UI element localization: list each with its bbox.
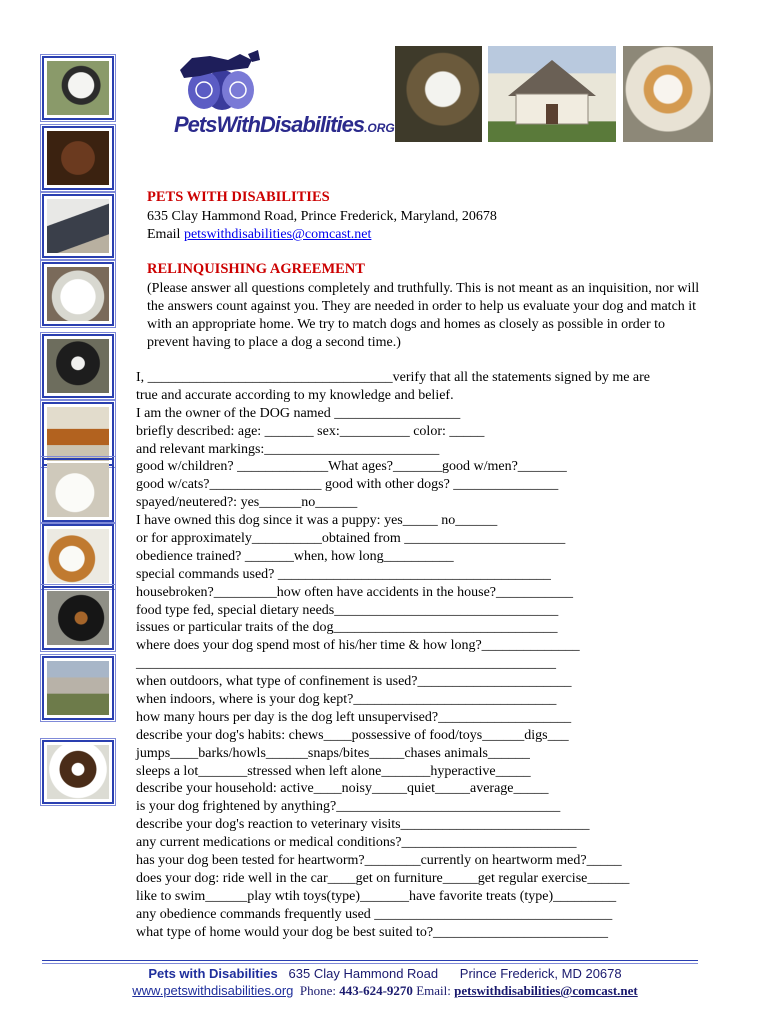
email-link[interactable]: petswithdisabilities@comcast.net bbox=[183, 227, 372, 242]
footer-address: 635 Clay Hammond Road bbox=[288, 966, 439, 981]
collie-photo bbox=[42, 334, 114, 398]
form-line[interactable]: does your dog: ride well in the car____get on furniture_____get regular exercise______ bbox=[136, 870, 630, 886]
form-line[interactable]: any current medications or medical conditions?_________________________ bbox=[136, 835, 577, 851]
form-line[interactable]: how many hours per day is the dog left unsupervised?___________________ bbox=[136, 709, 572, 725]
form-line[interactable]: I, ___________________________________verify that all the statements signed by me are bbox=[136, 370, 651, 385]
questionnaire-form bbox=[136, 369, 650, 942]
form-line[interactable]: good w/cats?________________ good with other dogs? _______________ bbox=[136, 477, 559, 493]
form-line[interactable]: obedience trained? _______when, how long__________ bbox=[136, 548, 454, 564]
dog-in-wheelchair-photo bbox=[395, 46, 482, 142]
cat-in-bed-photo bbox=[623, 46, 713, 142]
form-line[interactable]: issues or particular traits of the dog________________________________ bbox=[136, 620, 558, 636]
agreement-intro: (Please answer all questions completely and truthfully. This is not meant as an inquisition, nor will the answers count against you. They are needed in order to help us evaluate your dog and match it with an appropriate home. We try to match dogs and homes as closely as possible in order to prevent having to place a dog a second time.) bbox=[147, 281, 700, 350]
footer-phone-label: Phone: bbox=[299, 983, 340, 998]
form-line[interactable]: what type of home would your dog be best suited to?_________________________ bbox=[136, 924, 609, 940]
form-line[interactable]: describe your household: active____noisy_____quiet_____average_____ bbox=[136, 781, 549, 797]
footer-email-label: Email: bbox=[416, 983, 455, 998]
site-logo bbox=[170, 50, 395, 142]
org-email-line bbox=[147, 226, 371, 244]
husky-photo bbox=[42, 56, 114, 120]
form-line[interactable]: or for approximately__________obtained from _______________________ bbox=[136, 531, 566, 547]
form-line[interactable]: and relevant markings:_________________________ bbox=[136, 441, 440, 457]
form-line[interactable]: I have owned this dog since it was a puppy: yes_____ no______ bbox=[136, 513, 498, 529]
agreement-title: RELINQUISHING AGREEMENT bbox=[147, 261, 365, 277]
logo-wordmark: PetsWithDisabilities.ORG bbox=[174, 112, 395, 137]
form-line[interactable]: food type fed, special dietary needs________________________________ bbox=[136, 602, 559, 618]
footer-address-line bbox=[0, 966, 770, 981]
dog-in-wheelchair-photo bbox=[42, 656, 114, 720]
form-line[interactable]: when indoors, where is your dog kept?_____________________________ bbox=[136, 692, 557, 708]
dogs-in-carts-photo bbox=[42, 402, 114, 466]
rottweiler-photo bbox=[42, 586, 114, 650]
terrier-in-coat-photo bbox=[42, 194, 114, 258]
form-line[interactable]: ____________________________________________________________ bbox=[136, 656, 556, 672]
beagle-photo bbox=[42, 524, 114, 588]
form-line[interactable]: like to swim______play wtih toys(type)_______have favorite treats (type)_________ bbox=[136, 888, 617, 904]
form-line[interactable]: spayed/neutered?: yes______no______ bbox=[136, 495, 358, 511]
footer-org-name: Pets with Disabilities bbox=[148, 966, 278, 981]
form-line[interactable]: describe your dog's habits: chews____possessive of food/toys______digs___ bbox=[136, 727, 569, 743]
form-line[interactable]: where does your dog spend most of his/her time & how long?______________ bbox=[136, 638, 580, 654]
footer-email-link[interactable]: petswithdisabilities@comcast.net bbox=[454, 983, 638, 998]
footer-divider-secondary bbox=[42, 963, 698, 964]
footer-phone: 443-624-9270 bbox=[339, 983, 413, 998]
form-line[interactable]: has your dog been tested for heartworm?________currently on heartworm med?_____ bbox=[136, 853, 622, 869]
form-line[interactable]: housebroken?_________how often have accidents in the house?___________ bbox=[136, 584, 574, 600]
footer-contact-line bbox=[0, 983, 770, 999]
form-line[interactable]: when outdoors, what type of confinement is used?______________________ bbox=[136, 674, 572, 690]
footer-website-link[interactable]: www.petswithdisabilities.org bbox=[132, 983, 294, 998]
email-label: Email bbox=[147, 227, 184, 242]
footer-city: Prince Frederick, MD 20678 bbox=[459, 966, 622, 981]
barn-house-icon bbox=[488, 46, 616, 142]
form-line[interactable]: true and accurate according to my knowledge and belief. bbox=[136, 387, 454, 403]
white-fluffy-dog-photo bbox=[42, 262, 114, 326]
saint-bernard-photo bbox=[42, 740, 114, 804]
form-line[interactable]: jumps____barks/howls______snaps/bites_____chases animals______ bbox=[136, 745, 530, 761]
form-line[interactable]: sleeps a lot_______stressed when left alone_______hyperactive_____ bbox=[136, 763, 531, 779]
form-line[interactable]: describe your dog's reaction to veterinary visits___________________________ bbox=[136, 817, 590, 833]
form-line[interactable]: any obedience commands frequently used __________________________________ bbox=[136, 906, 613, 922]
org-address: 635 Clay Hammond Road, Prince Frederick, Maryland, 20678 bbox=[147, 209, 497, 224]
form-line[interactable]: briefly described: age: _______ sex:__________ color: _____ bbox=[136, 423, 485, 439]
form-line[interactable]: is your dog frightened by anything?________________________________ bbox=[136, 799, 561, 815]
white-dog-photo bbox=[42, 458, 114, 522]
brown-dog-photo bbox=[42, 126, 114, 190]
footer-divider bbox=[42, 960, 698, 961]
form-line[interactable]: good w/children? _____________What ages?_______good w/men?_______ bbox=[136, 459, 567, 475]
form-line[interactable]: I am the owner of the DOG named __________________ bbox=[136, 405, 461, 421]
org-name: PETS WITH DISABILITIES bbox=[147, 189, 330, 205]
barn-house-photo bbox=[488, 46, 616, 142]
form-line[interactable]: special commands used? _______________________________________ bbox=[136, 566, 551, 582]
